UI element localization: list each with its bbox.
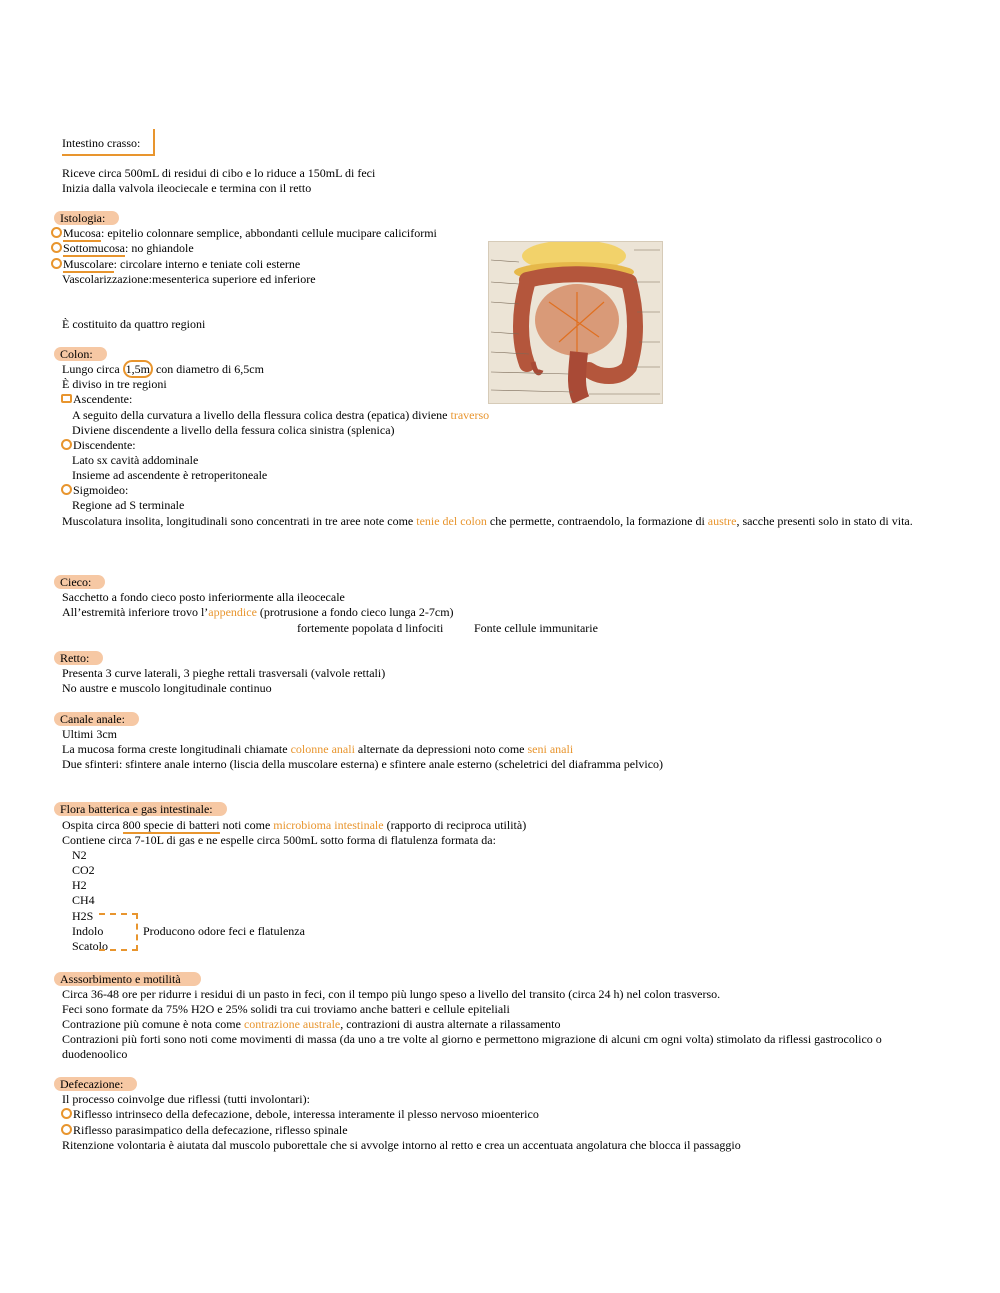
colon-sigm-1: Regione ad S terminale — [72, 498, 185, 512]
bullet-circle-icon — [61, 1124, 72, 1135]
retto-heading: Retto: — [62, 651, 103, 666]
colon-muscolatura: Muscolatura insolita, longitudinali sono concentrati in tre aree note come tenie del colon che permette, contraendolo, la formazione di austre, sacche presenti solo in stato di vita. — [62, 514, 913, 528]
gas-odor-note: Producono odore feci e flatulenza — [143, 924, 305, 938]
colon-regions: È diviso in tre regioni — [62, 377, 167, 391]
istologia-vasc: Vascolarizzazione:mesenterica superiore ed inferiore — [62, 272, 316, 286]
bullet-circle-icon — [51, 227, 62, 238]
canale-line-2: La mucosa forma creste longitudinali chiamate colonne anali alternate da depressioni noto come seni anali — [62, 742, 574, 756]
colon-discendente: Discendente: — [72, 438, 136, 453]
colon-length: Lungo circa 1,5m con diametro di 6,5cm — [62, 362, 264, 376]
large-intestine-illustration — [488, 241, 663, 404]
title-bracket — [62, 129, 155, 156]
cieco-line-1: Sacchetto a fondo cieco posto inferiormente alla ileocecale — [62, 590, 345, 604]
bullet-circle-icon — [61, 439, 72, 450]
bullet-square-icon — [61, 394, 72, 403]
intro-line-2: Inizia dalla valvola ileociecale e termina con il retto — [62, 181, 312, 195]
defec-line-3: Riflesso parasimpatico della defecazione, riflesso spinale — [72, 1123, 348, 1138]
assorb-heading: Asssorbimento e motilità — [62, 972, 201, 987]
gas-item: N2 — [72, 848, 87, 862]
bullet-circle-icon — [61, 1108, 72, 1119]
assorb-line-2: Feci sono formate da 75% H2O e 25% solidi tra cui troviamo anche batteri e cellule epiteliali — [62, 1002, 510, 1016]
intro-line-1: Riceve circa 500mL di residui di cibo e lo riduce a 150mL di feci — [62, 166, 376, 180]
canale-line-3: Due sfinteri: sfintere anale interno (liscia della muscolare esterna) e sfintere anale esterno (scheletrici del diaframma pelvico) — [62, 757, 664, 771]
flora-line-1: Ospita circa 800 specie di batteri noti come microbioma intestinale (rapporto di reciproca utilità) — [62, 818, 527, 832]
flora-heading: Flora batterica e gas intestinale: — [62, 802, 227, 817]
regioni-line: È costituito da quattro regioni — [62, 317, 206, 331]
istologia-sottomucosa: Sottomucosa: no ghiandole — [62, 241, 194, 256]
istologia-muscolare: Muscolare: circolare interno e teniate coli esterne — [62, 257, 300, 272]
istologia-heading: Istologia: — [62, 211, 119, 226]
canale-heading: Canale anale: — [62, 712, 139, 727]
retto-line-2: No austre e muscolo longitudinale continuo — [62, 681, 272, 695]
flora-line-2: Contiene circa 7-10L di gas e ne espelle circa 500mL sotto forma di flatulenza formata da: — [62, 833, 496, 847]
retto-line-1: Presenta 3 curve laterali, 3 pieghe rettali trasversali (valvole rettali) — [62, 666, 386, 680]
defec-heading: Defecazione: — [62, 1077, 137, 1092]
cieco-line-3a: fortemente popolata d linfociti — [297, 621, 444, 635]
cieco-heading: Cieco: — [62, 575, 105, 590]
colon-disc-2: Insieme ad ascendente è retroperitoneale — [72, 468, 268, 482]
bullet-circle-icon — [51, 242, 62, 253]
canale-line-1: Ultimi 3cm — [62, 727, 117, 741]
defec-line-1: Il processo coinvolge due riflessi (tutti involontari): — [62, 1092, 310, 1106]
colon-disc-1: Lato sx cavità addominale — [72, 453, 199, 467]
cieco-line-3b: Fonte cellule immunitarie — [474, 621, 598, 635]
colon-asc-2: Diviene discendente a livello della fessura colica sinistra (splenica) — [72, 423, 395, 437]
page-title: Intestino crasso: — [62, 136, 141, 150]
gas-bracket — [99, 913, 138, 951]
gas-item: CO2 — [72, 863, 95, 877]
colon-ascendente: Ascendente: — [72, 392, 132, 407]
gas-item: Indolo — [72, 924, 104, 938]
cieco-line-2: All’estremità inferiore trovo l’appendice (protrusione a fondo cieco lunga 2-7cm) — [62, 605, 454, 619]
assorb-line-3: Contrazione più comune è nota come contrazione australe, contrazioni di austra alternate a rilassamento — [62, 1017, 561, 1031]
assorb-line-4: Contrazioni più forti sono noti come movimenti di massa (da uno a tre volte al giorno e permettono migrazione di alcuni cm ogni volta) stimolato da riflessi gastrocolico o duodenoolico — [62, 1032, 882, 1061]
gas-item: Scatolo — [72, 939, 108, 953]
assorb-line-1: Circa 36-48 ore per ridurre i residui di un pasto in feci, con il tempo più lungo speso a livello del transito (circa 24 h) nel colon trasverso. — [62, 987, 721, 1001]
bullet-circle-icon — [51, 258, 62, 269]
gas-item: H2 — [72, 878, 87, 892]
defec-line-2: Riflesso intrinseco della defecazione, debole, interessa interamente il plesso nervoso mioenterico — [72, 1107, 539, 1122]
colon-asc-1: A seguito della curvatura a livello della flessura colica destra (epatica) diviene traverso — [72, 408, 490, 422]
gas-item: H2S — [72, 909, 94, 923]
bullet-circle-icon — [61, 484, 72, 495]
colon-heading: Colon: — [62, 347, 107, 362]
colon-sigmoideo: Sigmoideo: — [72, 483, 128, 498]
defec-line-4: Ritenzione volontaria è aiutata dal muscolo puborettale che si avvolge intorno al retto e crea un accentuata angolatura che blocca il passaggio — [62, 1138, 741, 1152]
istologia-mucosa: Mucosa: epitelio colonnare semplice, abbondanti cellule mucipare caliciformi — [62, 226, 437, 241]
gas-item: CH4 — [72, 893, 95, 907]
